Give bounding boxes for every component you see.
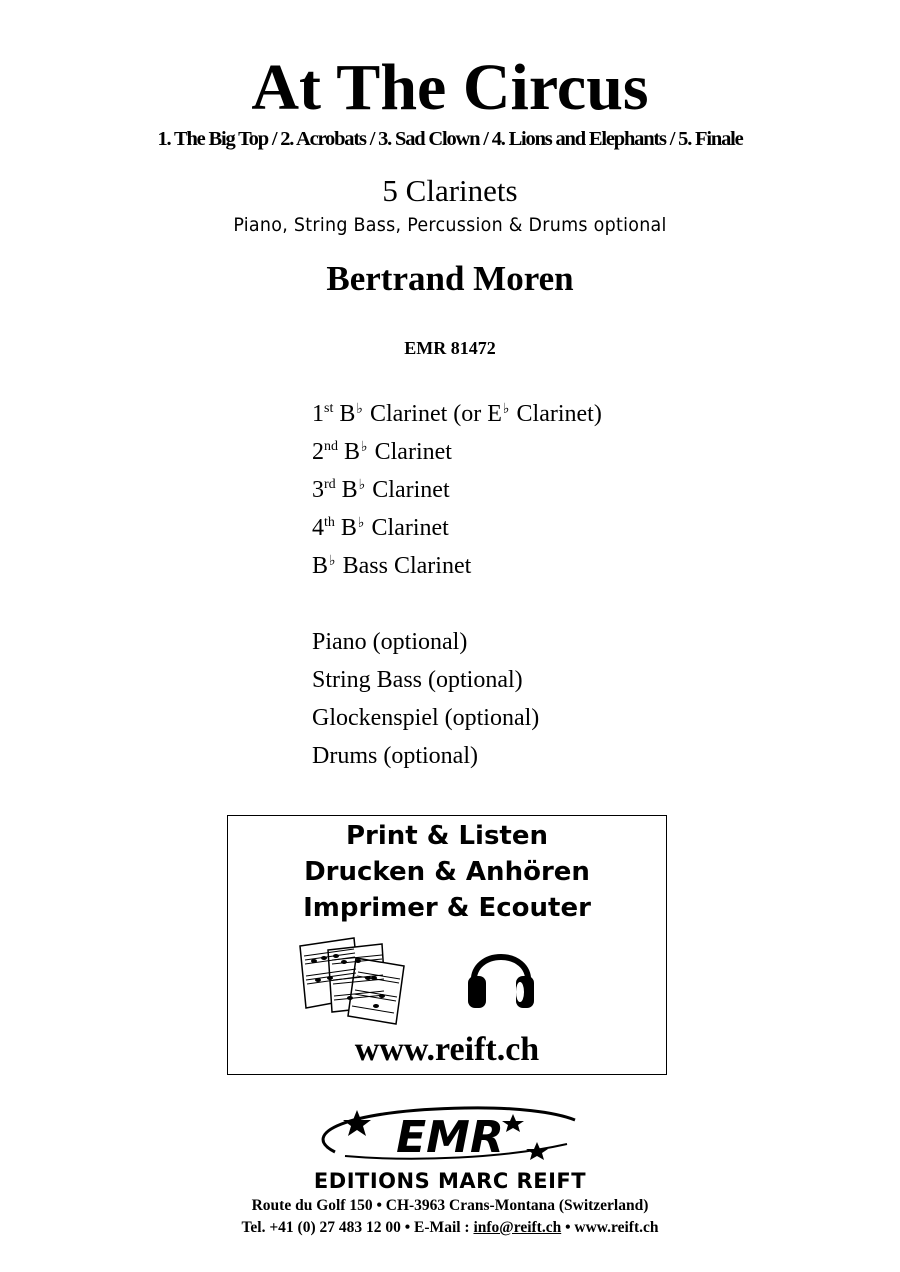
- optional-part: Piano (optional): [312, 629, 468, 655]
- part-ordinal-suffix: th: [324, 515, 335, 530]
- promo-url[interactable]: www.reift.ch: [354, 1031, 540, 1068]
- promo-line-fr: Imprimer & Ecouter: [303, 893, 591, 923]
- part-line: [312, 509, 732, 547]
- publisher-contact: [0, 1217, 900, 1239]
- flat-icon: ♭: [329, 553, 336, 569]
- part-name: Clarinet: [371, 515, 449, 541]
- part-key: B: [340, 515, 357, 541]
- flat-icon: ♭: [356, 401, 363, 417]
- print-listen-box: [227, 815, 667, 1075]
- promo-line-de: Drucken & Anhören: [304, 857, 590, 887]
- flat-icon: ♭: [502, 401, 510, 417]
- part-key: B: [312, 553, 329, 579]
- publisher-name: EDITIONS MARC REIFT: [313, 1169, 587, 1193]
- part-ordinal: 1: [312, 401, 324, 427]
- composer: Bertrand Moren: [326, 259, 574, 298]
- part-ordinal: 2: [312, 439, 324, 465]
- promo-line-en: Print & Listen: [345, 821, 549, 851]
- part-line: [312, 395, 732, 433]
- optional-part: Glockenspiel (optional): [312, 705, 540, 731]
- part-ordinal: 4: [312, 515, 324, 541]
- phone-text: Tel. +41 (0) 27 483 12 00 • E-Mail :: [241, 1219, 474, 1236]
- part-key: B: [344, 439, 361, 465]
- part-key: B: [339, 401, 356, 427]
- email-link[interactable]: info@reift.ch: [473, 1219, 562, 1236]
- flat-icon: ♭: [358, 477, 366, 493]
- optional-part: Drums (optional): [312, 743, 478, 769]
- part-line: [312, 471, 732, 509]
- ensemble: 5 Clarinets: [382, 173, 518, 208]
- part-name: Clarinet: [372, 477, 450, 503]
- flat-icon: ♭: [361, 439, 368, 455]
- web-text: • www.reift.ch: [561, 1219, 659, 1236]
- instrumentation-list: [312, 395, 732, 775]
- part-key: B: [341, 477, 358, 503]
- part-ordinal: 3: [312, 477, 324, 503]
- part-name: Clarinet: [374, 439, 452, 465]
- part-name: Clarinet (or E: [369, 401, 502, 427]
- part-ordinal-suffix: nd: [324, 439, 338, 454]
- optional-part: String Bass (optional): [312, 667, 523, 693]
- part-ordinal-suffix: rd: [324, 477, 336, 492]
- part-ordinal-suffix: st: [324, 401, 334, 416]
- part-name: Bass Clarinet: [342, 553, 472, 579]
- publisher-address: Route du Golf 150 • CH-3963 Crans-Montana (Switzerland): [251, 1197, 649, 1214]
- part-line: [312, 547, 732, 585]
- optional-instruments: Piano, String Bass, Percussion & Drums optional: [233, 214, 667, 236]
- part-name-tail: Clarinet): [516, 401, 602, 427]
- sheet-music-icon: [298, 936, 413, 1026]
- logo-text: EMR: [396, 1112, 504, 1163]
- catalog-number: EMR 81472: [404, 338, 496, 358]
- headphones-icon: [466, 936, 536, 1016]
- emr-logo: [305, 1104, 595, 1164]
- flat-icon: ♭: [357, 515, 365, 531]
- movements-list: 1. The Big Top / 2. Acrobats / 3. Sad Clown / 4. Lions and Elephants / 5. Finale: [157, 128, 743, 150]
- part-line: [312, 433, 732, 471]
- page-title: At The Circus: [251, 51, 649, 124]
